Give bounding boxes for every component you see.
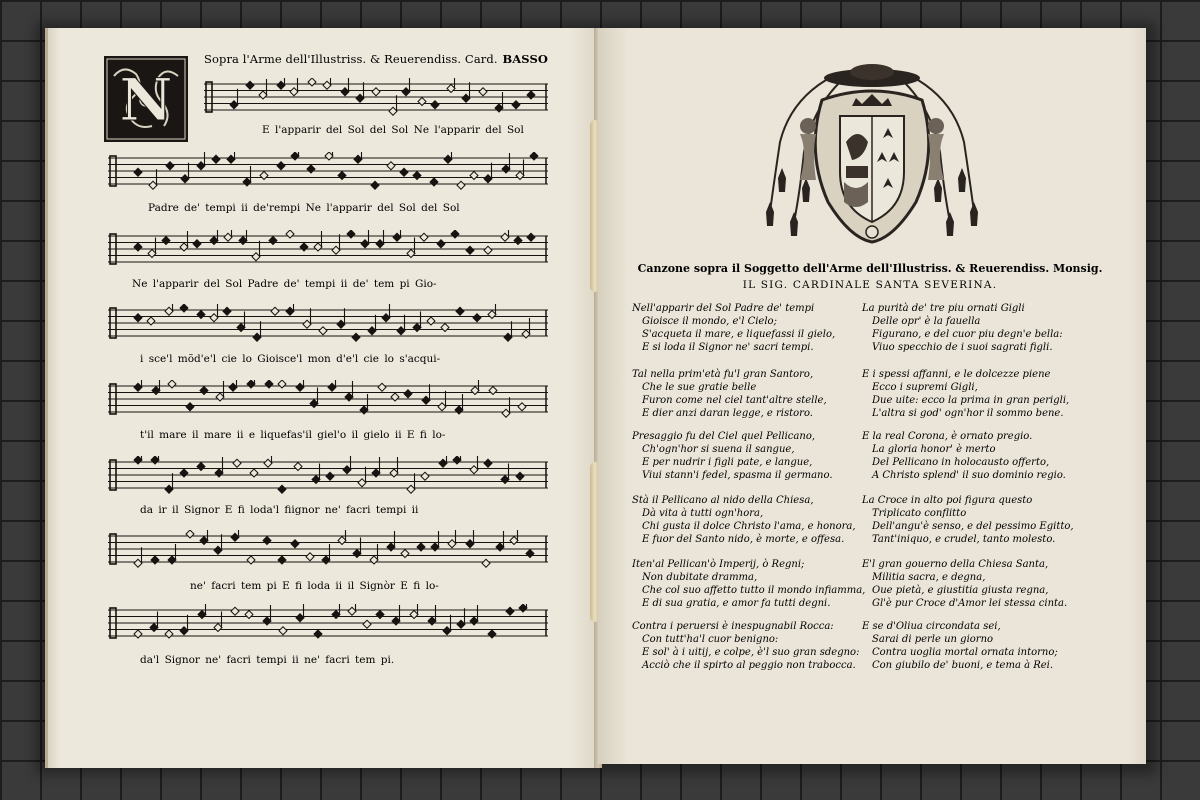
verse-line: Stà il Pellicano al nido della Chiesa, — [632, 495, 814, 506]
verse-line: La purità de' tre piu ornati Gigli — [862, 303, 1025, 314]
decorated-initial-n — [104, 56, 188, 142]
lyric-line: E l'apparir del Sol del Sol Ne l'apparir del Sol — [262, 124, 524, 136]
verse-line: S'acqueta il mare, e liquefassi il gielo, — [642, 329, 836, 340]
verse-line: Tant'iniquo, e crudel, tanto molesto. — [872, 534, 1056, 545]
verse-line: Ch'ogn'hor si suena il sangue, — [642, 444, 795, 455]
verse-line: Gl'è pur Croce d'Amor lei stessa cinta. — [872, 598, 1068, 609]
verse-line: La gloria honor' è merto — [872, 444, 996, 455]
verse-line: Con tutt'ha'l cuor benigno: — [642, 634, 779, 645]
verse-line: Che col suo affetto tutto il mondo infiamma, — [642, 585, 866, 596]
verse-line: E se d'Oliua circondata sei, — [862, 621, 1001, 632]
stanza — [862, 620, 1058, 672]
initial-letter: N — [119, 66, 173, 134]
verse-line: Viuo specchio de i suoi sagrati figli. — [872, 342, 1053, 353]
verse-line: Contra uoglia mortal ornata intorno; — [872, 647, 1058, 658]
verse-line: Acciò che il spirto al peggio non trabocca. — [642, 660, 856, 671]
verse-line: E la real Corona, è ornato pregio. — [862, 431, 1033, 442]
verse-line: Tal nella prim'età fu'l gran Santoro, — [632, 369, 814, 380]
cardinal-coat-of-arms-woodcut — [760, 62, 984, 252]
music-staff — [108, 152, 548, 190]
stanza — [862, 430, 1066, 482]
dedication-line: IL SIG. CARDINALE SANTA SEVERINA. — [742, 279, 998, 291]
verse-line: Sarai di perle un giorno — [872, 634, 994, 645]
verse-line: Oue pietà, e giustitia giusta regna, — [872, 585, 1049, 596]
verse-line: E sol' à i uitij, e colpe, è'l suo gran sdegno: — [642, 647, 860, 658]
verse-line: E'l gran gouerno della Chiesa Santa, — [862, 559, 1049, 570]
stanza — [632, 558, 865, 610]
stanza — [862, 302, 1063, 354]
music-staff — [108, 530, 548, 568]
stanza — [862, 558, 1067, 610]
music-staff — [108, 604, 548, 642]
verse-line: Delle opr' è la fauella — [872, 316, 981, 327]
voice-part-label: BASSO — [502, 52, 548, 66]
music-staff — [108, 380, 548, 418]
music-staff — [108, 230, 548, 268]
stanza — [632, 368, 827, 420]
lyric-line: Padre de' tempi ii de'rempi Ne l'apparir del Sol del Sol — [148, 202, 460, 214]
verse-line: A Christo splend' il suo dominio regio. — [872, 470, 1066, 481]
verse-line: Gioisce il mondo, e'l Cielo; — [642, 316, 777, 327]
verse-line: Non dubitate dramma, — [642, 572, 758, 583]
verse-line: E si loda il Signor ne' sacri tempi. — [642, 342, 814, 353]
lyric-line: t'il mare il mare ii e liquefas'il giel'o il gielo ii E fi lo- — [140, 429, 446, 441]
verse-line: La Croce in alto poi figura questo — [862, 495, 1033, 506]
verse-line: Viui stann'i fedel, spasma il germano. — [642, 470, 833, 481]
lyric-line: da ir il Signor E fi loda'l fiignor ne' facri tempi ii — [140, 504, 419, 516]
lyric-line: i sce'l mõd'e'l cie lo Gioisce'l mon d'e'l cie lo s'acqui- — [140, 353, 441, 365]
verse-line: E fuor del Santo nido, è morte, e offesa. — [642, 534, 845, 545]
music-staff — [204, 78, 548, 116]
verse-line: E dier anzi daran legge, e ristoro. — [642, 408, 813, 419]
verse-line: Due uite: ecco la prima in gran perigli, — [872, 395, 1070, 406]
verse-line: Triplicato conflitto — [872, 508, 967, 519]
verse-line: Furon come nel ciel tant'altre stelle, — [642, 395, 827, 406]
stanza — [862, 494, 1074, 546]
music-staff — [108, 304, 548, 342]
verse-line: Del Pellicano in holocausto offerto, — [872, 457, 1050, 468]
verse-line: Iten'al Pellican'ò Imperij, ò Regni; — [632, 559, 805, 570]
verse-line: L'altra si god' ogn'hor il sommo bene. — [872, 408, 1064, 419]
lyric-line: Ne l'apparir del Sol Padre de' tempi ii de' tem pi Gio- — [132, 278, 437, 290]
verse-line: Che le sue gratie belle — [642, 382, 757, 393]
verse-line: Militia sacra, e degna, — [872, 572, 986, 583]
stanza — [632, 430, 833, 482]
music-staff — [108, 456, 548, 494]
stanza — [632, 302, 835, 354]
verse-line: Dell'angu'è senso, e del pessimo Egitto, — [872, 521, 1074, 532]
verse-line: E per nudrir i figli pate, e langue, — [642, 457, 813, 468]
verse-line: E di sua gratia, e amor fa tutti degni. — [642, 598, 831, 609]
verse-line: Contra i peruersi è inespugnabil Rocca: — [632, 621, 834, 632]
verse-line: Figurano, e del cuor piu degn'e bella: — [872, 329, 1063, 340]
verse-line: Con giubilo de' buoni, e tema à Rei. — [872, 660, 1054, 671]
verse-line: E i spessi affanni, e le dolcezze piene — [862, 369, 1051, 380]
music-header — [204, 52, 548, 66]
lyric-line: ne' facri tem pi E fi loda ii il Signòr E fi lo- — [190, 580, 439, 592]
canzone-title: Canzone sopra il Soggetto dell'Arme dell'Illustriss. & Reuerendiss. Monsig. — [637, 262, 1103, 275]
verse-line: Ecco i supremi Gigli, — [872, 382, 978, 393]
stanza — [632, 620, 859, 672]
verse-line: Nell'apparir del Sol Padre de' tempi — [632, 303, 815, 314]
stanza — [632, 494, 856, 546]
verse-line: Dà vita à tutti ogn'hora, — [642, 508, 764, 519]
lyric-line: da'l Signor ne' facri tempi ii ne' facri tem pi. — [140, 654, 395, 666]
stanza — [862, 368, 1069, 420]
verse-line: Chi gusta il dolce Christo l'ama, e honora, — [642, 521, 856, 532]
music-header-title: Sopra l'Arme dell'Illustriss. & Reuerendiss. Card. — [204, 52, 498, 66]
verse-line: Presaggio fu del Ciel quel Pellicano, — [632, 431, 816, 442]
